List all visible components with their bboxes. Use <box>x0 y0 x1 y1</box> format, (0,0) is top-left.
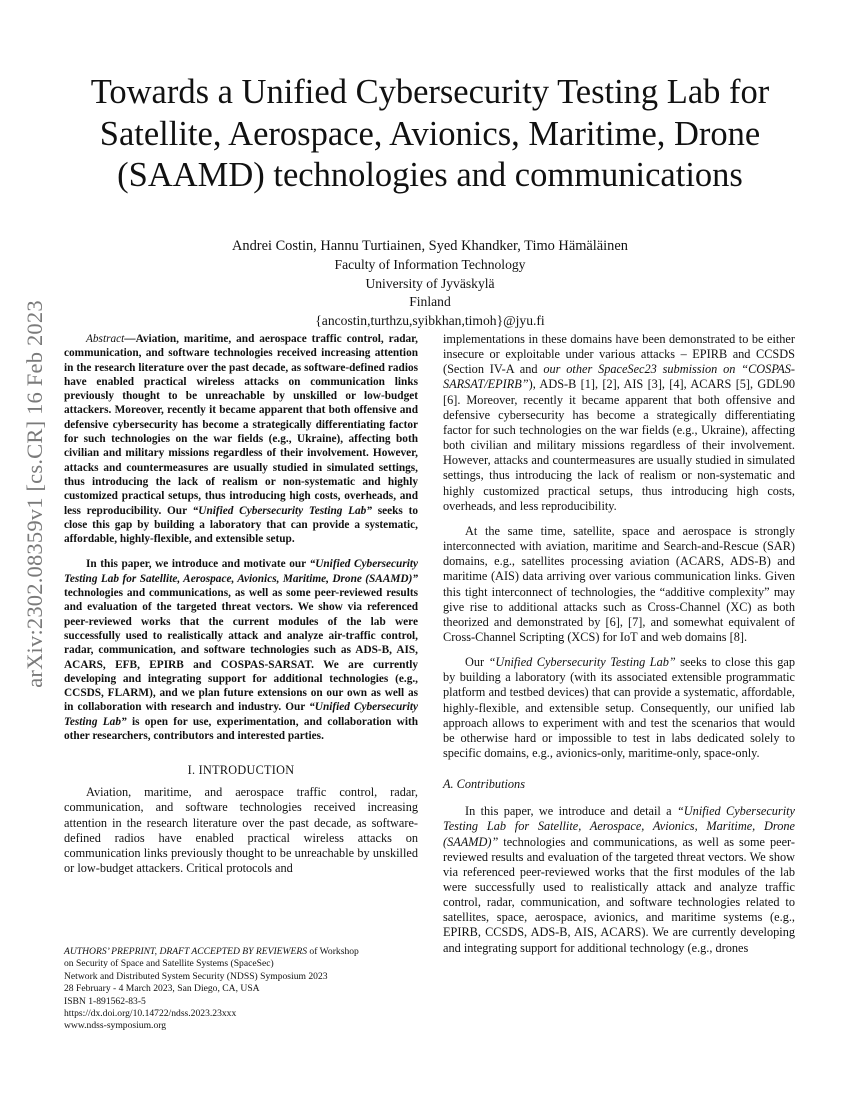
author-emails: {ancostin,turthzu,syibkhan,timoh}@jyu.fi <box>315 312 545 328</box>
paper-title: Towards a Unified Cybersecurity Testing Lab for Satellite, Aerospace, Avionics, Maritime, Drone (SAAMD) technologies and communications <box>90 73 770 194</box>
abstract-paragraph-2: In this paper, we introduce and motivate our “Unified Cybersecurity Testing Lab for Satellite, Aerospace, Avionics, Maritime, Drone (SAAMD)” technologies and communications, as well as some peer-reviewed results and evaluation of the targeted threat vectors. We show via referenced peer-reviewed works that the current modules of the lab were successfully used to realistically attack and analyze air-traffic control, radar, communication, and software technologies such as ADS-B, AIS, ACARS, EFB, EPIRB and COSPAS-SARSAT. We are currently developing and integrating support for additional technologies (e.g., CCSDS, FLARM), and we plan future extensions on our own as well as in collaboration with research and industry. Our “Unified Cybersecurity Testing Lab” is open for use, experimentation, and collaboration with other researchers, contributors and interested parties. <box>64 558 419 743</box>
abstract-paragraph-1: Abstract—Aviation, maritime, and aerospace traffic control, radar, communication, and software technologies received increasing attention in the research literature over the past decade, as software-defined radios have enabled practical wireless attacks on communication links previously thought to be unreachable by unskilled or low-budget attackers. Moreover, recently it became apparent that both offensive and defensive cybersecurity has become a strategically differentiating factor for such technologies on the war fields (e.g., Ukraine), affecting both civilian and military missions regardless of their involvement. However, attacks and countermeasures are usually studied in simulated settings, thus introducing the lack of realism or non-systematic and highly customized practical setups, thus introducing high costs, overheads, and less reproducibility. Our “Unified Cybersecurity Testing Lab” seeks to close this gap by building a laboratory that can provide a systematic, affordable, highly-flexible, and extensible setup. <box>64 333 418 546</box>
doi-link[interactable]: https://dx.doi.org/10.14722/ndss.2023.23xxx <box>64 1008 237 1020</box>
author-country: Finland <box>409 294 451 310</box>
section-heading-introduction: I. INTRODUCTION <box>187 763 295 778</box>
arxiv-stamp <box>12 294 58 694</box>
arxiv-id: arXiv:2302.08359v1 [cs.CR] 16 Feb 2023 <box>22 300 47 688</box>
intro-paragraph-2: implementations in these domains have been demonstrated to be either insecure or exploitable under various attacks – EPIRB and CCSDS (Section IV-A and our other SpaceSec23 submission on “COSPAS-SARSAT/EPIRB”), ADS-B [1], [2], AIS [3], [4], ACARS [5], GDL90 [6]. Moreover, recently it became apparent that both offensive and defensive cybersecurity has become a strategically differentiating factor for such technologies on the war fields (e.g., Ukraine), affecting both civilian and military missions regardless of their involvement. However, attacks and countermeasures are usually studied in simulated settings, thus introducing the lack of realism or non-systematic and highly customized practical setups, thus introducing high costs, overheads, and less reproducibility. <box>443 332 795 513</box>
right-column <box>443 332 795 956</box>
intro-paragraph-4: Our “Unified Cybersecurity Testing Lab” seeks to close this gap by building a laboratory (with its associated extensible programmatic platform and testbed devices) that can provide a systematic, affordable, highly-flexible, and extensible setup. Consequently, our unified lab approach allows to experiment with and test the scenarios that would be otherwise hard or impossible to test in labs dedicated solely to specific domains, e.g., avionics-only, maritime-only, space-only. <box>443 655 796 761</box>
abstract-label: Abstract <box>86 333 125 345</box>
author-faculty: Faculty of Information Technology <box>334 257 526 272</box>
subsection-heading-contributions: A. Contributions <box>443 777 525 792</box>
author-names: Andrei Costin, Hannu Turtiainen, Syed Khandker, Timo Hämäläinen <box>232 238 628 254</box>
contributions-paragraph: In this paper, we introduce and detail a “Unified Cybersecurity Testing Lab for Satellite, Aerospace, Avionics, Maritime, Drone (SAAMD)” technologies and communications, as well as some peer-reviewed results and evaluation of the targeted threat vectors. We show via referenced peer-reviewed works that the first modules of the lab were successfully used to realistically attack and analyze traffic control, radar, communication, and software technologies related to satellites, space, aerospace, avionics, and maritime systems (e.g., EPIRB, CCSDS, ADS-B, AIS, ACARS). We are currently developing and integrating support for additional technology (e.g., drones <box>443 804 795 955</box>
author-university: University of Jyväskylä <box>365 275 495 291</box>
symposium-link[interactable]: www.ndss-symposium.org <box>64 1020 167 1032</box>
intro-paragraph-1: Aviation, maritime, and aerospace traffic control, radar, communication, and software technologies received increasing attention in the research literature over the past decade, as software-defined radios have enabled practical wireless attacks on communication links previously thought to be unreachable by unskilled or low-budget attackers. Critical protocols and <box>64 785 418 876</box>
footnote: AUTHORS’ PREPRINT, DRAFT ACCEPTED BY REVIEWERS of Workshop on Security of Space and Satellite Systems (SpaceSec) Network and Distributed System Security (NDSS) Symposium 2023 28 February - 4 March 2023, San Diego, CA, USA ISBN 1-891562-83-5 https://dx.doi.org/10.14722/ndss.2023.23xxx www.ndss-symposium.org <box>64 946 434 1033</box>
author-block <box>100 237 760 330</box>
intro-paragraph-3: At the same time, satellite, space and aerospace is strongly interconnected with aviation, maritime and Search-and-Rescue (SAR) domains, e.g., satellites processing aviation (ACARS, ADS-B) and maritime (AIS) data arriving over various communication links. Given this tight interconnect of technologies, the “additive complexity” may give rise to additional attacks such as Cross-Channel (XC) as both theorized and demonstrated by [6], [7], and somewhat equivalent of Cross-Channel Scripting (XCS) for IoT and web domains [8]. <box>443 523 795 644</box>
left-column <box>64 332 418 876</box>
